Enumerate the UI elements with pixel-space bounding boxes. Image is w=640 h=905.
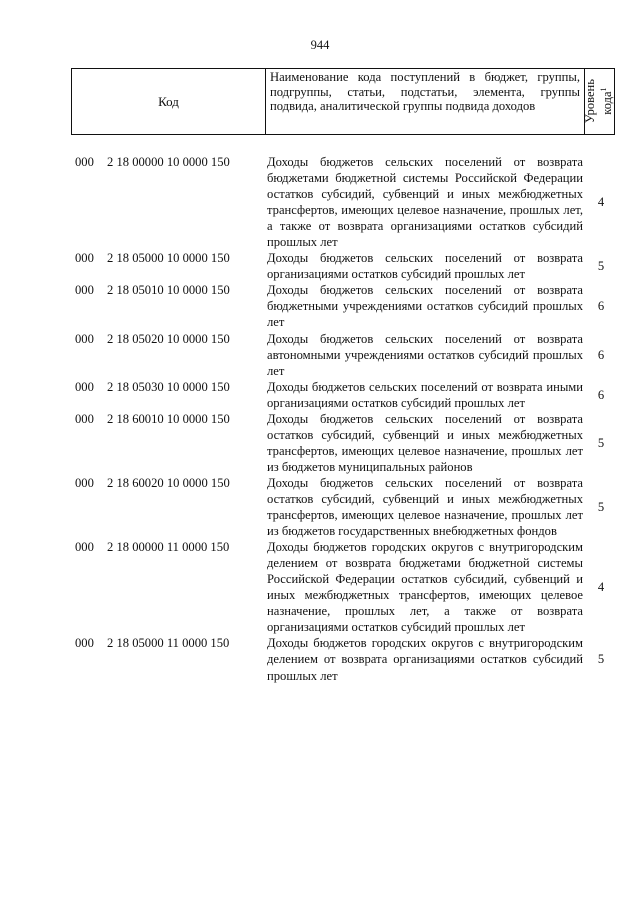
- table-row: [75, 635, 615, 683]
- row-level: 6: [597, 387, 605, 402]
- row-prefix: 000: [75, 540, 94, 555]
- row-name: Доходы бюджетов сельских поселений от возврата организациями остатков субсидий прошлых лет: [267, 251, 583, 282]
- row-prefix: 000: [75, 331, 94, 346]
- header-code-label: Код: [72, 69, 266, 134]
- row-level: 5: [597, 435, 605, 450]
- row-prefix: 000: [75, 636, 94, 651]
- row-prefix: 000: [75, 379, 94, 394]
- table-row: [75, 475, 615, 539]
- table-row: [75, 411, 615, 475]
- table-row: [75, 539, 615, 635]
- row-code: 2 18 05030 10 0000 150: [107, 379, 230, 394]
- table-row: [75, 282, 615, 330]
- header-level-line2: [597, 79, 614, 123]
- row-code: 2 18 00000 10 0000 150: [107, 155, 230, 169]
- row-name: Доходы бюджетов сельских поселений от возврата бюджетами бюджетной системы Российской Федерации остатков субсидий, субвенций и иных межбюджетных трансфертов, имеющих целевое назначение, прошлых лет, а также от возврата организациями остатков субсидий прошлых лет: [267, 155, 583, 250]
- row-name: Доходы бюджетов городских округов с внутригородским делением от возврата организациями остатков субсидий прошлых лет: [267, 636, 583, 683]
- row-name: Доходы бюджетов сельских поселений от возврата автономными учреждениями остатков субсидий прошлых лет: [267, 331, 583, 378]
- table-row: [75, 154, 615, 250]
- row-level: 4: [597, 580, 605, 595]
- table-header: [71, 68, 615, 135]
- header-level-footnote: 1: [598, 87, 608, 92]
- row-prefix: 000: [75, 251, 94, 266]
- row-level: 5: [597, 500, 605, 514]
- row-name: Доходы бюджетов сельских поселений от возврата иными организациями остатков субсидий прошлых лет: [267, 379, 583, 410]
- table-row: [75, 250, 615, 282]
- row-level: 5: [597, 652, 605, 667]
- row-level: 4: [597, 195, 605, 210]
- row-level: 5: [597, 259, 605, 274]
- row-code: 2 18 60010 10 0000 150: [107, 411, 230, 426]
- row-name: Доходы бюджетов сельских поселений от возврата бюджетными учреждениями остатков субсидий прошлых лет: [267, 283, 583, 330]
- header-level-label: [584, 79, 614, 123]
- row-level: 6: [597, 299, 605, 314]
- row-name: Доходы бюджетов сельских поселений от возврата остатков субсидий, субвенций и иных межбюджетных трансфертов, имеющих целевое назначение, прошлых лет из бюджетов муниципальных районов: [267, 411, 583, 474]
- table-row: [75, 379, 615, 411]
- header-level-kod: кода: [600, 91, 615, 116]
- row-code: 2 18 05020 10 0000 150: [107, 331, 230, 346]
- row-prefix: 000: [75, 155, 94, 169]
- row-code: 2 18 05000 11 0000 150: [107, 636, 230, 651]
- header-level-cell: [584, 69, 614, 134]
- header-name-label: Наименование кода поступлений в бюджет, группы, подгруппы, статьи, подстатьи, элемента, группы подвида, аналитической группы подвида доходов: [265, 69, 585, 134]
- row-name: Доходы бюджетов сельских поселений от возврата остатков субсидий, субвенций и иных межбюджетных трансфертов, имеющих целевое назначение, прошлых лет из бюджетов государственных внебюджетных фондов: [267, 475, 583, 539]
- table-body: [75, 154, 615, 684]
- row-prefix: 000: [75, 283, 94, 298]
- row-name: Доходы бюджетов городских округов с внутригородским делением от возврата бюджетами бюджетной системы Российской Федерации остатков субсидий, субвенций и иных межбюджетных трансфертов, имеющих целевое назначение, прошлых лет, а также от возврата организациями остатков субсидий прошлых лет: [267, 540, 583, 635]
- row-prefix: 000: [75, 475, 94, 490]
- header-level-line1: Уровень: [582, 79, 597, 124]
- row-level: 6: [597, 347, 605, 362]
- page-number: 944: [310, 38, 330, 52]
- row-code: 2 18 00000 11 0000 150: [107, 540, 230, 555]
- row-code: 2 18 60020 10 0000 150: [107, 475, 230, 490]
- row-code: 2 18 05010 10 0000 150: [107, 283, 230, 298]
- row-prefix: 000: [75, 411, 94, 426]
- table-row: [75, 331, 615, 379]
- row-code: 2 18 05000 10 0000 150: [107, 251, 230, 266]
